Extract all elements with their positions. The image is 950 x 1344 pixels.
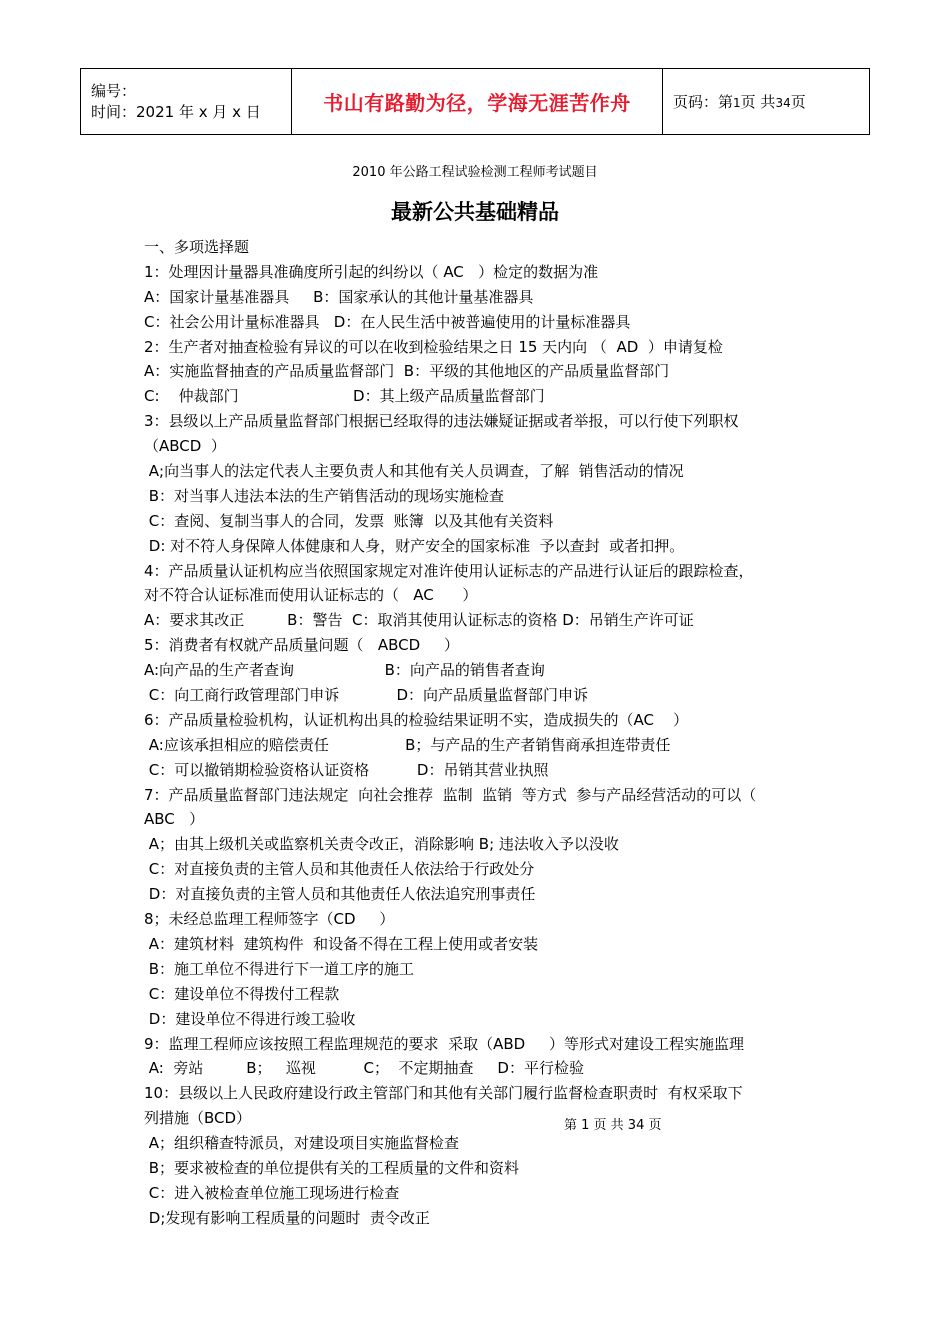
content-line: 10：县级以上人民政府建设行政主管部门和其他有关部门履行监督检查职责时 有权采取下 [144, 1084, 743, 1103]
content-line: B：对当事人违法本法的生产销售活动的现场实施检查 [144, 486, 505, 505]
content-line: 对不符合认证标准而使用认证标志的（ AC ） [144, 586, 478, 605]
content-line: 一、多项选择题 [144, 238, 250, 256]
content-line: A:应该承担相应的赔偿责任 B；与产品的生产者销售商承担连带责任 [144, 735, 671, 754]
page-indicator [663, 69, 870, 135]
content-line: C：建设单位不得拨付工程款 [144, 984, 340, 1003]
page-prefix: 页码：第 [673, 93, 734, 111]
content-line: D;发现有影响工程质量的问题时 责令改正 [144, 1208, 430, 1227]
content-line: B；要求被检查的单位提供有关的工程质量的文件和资料 [144, 1158, 520, 1177]
content-line: A：国家计量基准器具 B：国家承认的其他计量基准器具 [144, 287, 534, 306]
doc-title: 最新公共基础精品 [391, 200, 559, 224]
content-line: C: 仲裁部门 D：其上级产品质量监督部门 [144, 387, 545, 406]
content-line: 3：县级以上产品质量监督部门根据已经取得的违法嫌疑证据或者举报，可以行使下列职权 [144, 412, 739, 431]
content-line: B：施工单位不得进行下一道工序的施工 [144, 959, 415, 978]
header-info-cell [81, 69, 292, 135]
content-line: 7：产品质量监督部门违法规定 向社会推荐 监制 监销 等方式 参与产品经营活动的可以（ [144, 785, 757, 804]
content-line: 6：产品质量检验机构，认证机构出具的检验结果证明不实，造成损失的（AC ） [144, 710, 689, 729]
content-line: ABC ） [144, 810, 205, 829]
content-line: A: 旁站 B； 巡视 C； 不定期抽查 D：平行检验 [144, 1059, 584, 1078]
page-current: 1 [733, 96, 741, 110]
content-line: A：要求其改正 B：警告 C：取消其使用认证标志的资格 D：吊销生产许可证 [144, 611, 694, 630]
number-label: 编号： [91, 81, 137, 100]
content-line: A：建筑材料 建筑构件 和设备不得在工程上使用或者安装 [144, 934, 539, 953]
content-line: 5：消费者有权就产品质量问题（ ABCD ） [144, 636, 460, 655]
page-footer: 第 1 页 共 34 页 [564, 1118, 662, 1133]
content-line: C：对直接负责的主管人员和其他责任人依法给于行政处分 [144, 860, 535, 879]
content-line: C：进入被检查单位施工现场进行检查 [144, 1183, 400, 1202]
content-line: A；组织稽查特派员，对建设项目实施监督检查 [144, 1134, 460, 1153]
content-line: C：社会公用计量标准器具 D：在人民生活中被普遍使用的计量标准器具 [144, 312, 631, 331]
content-line: 列措施（BCD） [144, 1109, 252, 1128]
page-mid: 页 共 [740, 93, 776, 111]
content-line: A;向当事人的法定代表人主要负责人和其他有关人员调查，了解 销售活动的情况 [144, 462, 684, 481]
time-label: 时间：2021 年 x 月 x 日 [91, 102, 261, 121]
content-line: D: 对不符人身保障人体健康和人身，财产安全的国家标准 予以查封 或者扣押。 [144, 536, 685, 555]
doc-subtitle: 2010 年公路工程试验检测工程师考试题目 [352, 165, 598, 180]
content-line: A；由其上级机关或监察机关责令改正，消除影响 B; 违法收入予以没收 [144, 835, 619, 854]
content-line: 8；未经总监理工程师签字（CD ） [144, 910, 395, 929]
content-line: A：实施监督抽查的产品质量监督部门 B：平级的其他地区的产品质量监督部门 [144, 362, 670, 381]
content-line: C：可以撤销期检验资格认证资格 D：吊销其营业执照 [144, 760, 549, 779]
header-table [80, 68, 870, 135]
content-line: C：向工商行政管理部门申诉 D：向产品质量监督部门申诉 [144, 686, 589, 705]
content-line: 4：产品质量认证机构应当依照国家规定对准许使用认证标志的产品进行认证后的跟踪检查， [144, 561, 754, 580]
content-line: （ABCD ） [144, 437, 226, 456]
page-suffix: 页 [790, 93, 806, 111]
content-line: 1：处理因计量器具准确度所引起的纠纷以（ AC ）检定的数据为准 [144, 262, 599, 281]
content-line: A:向产品的生产者查询 B：向产品的销售者查询 [144, 661, 545, 680]
motto: 书山有路勤为径，学海无涯苦作舟 [292, 69, 663, 135]
content-line: D：对直接负责的主管人员和其他责任人依法追究刑事责任 [144, 885, 536, 904]
question-content [144, 235, 834, 1231]
content-line: 2：生产者对抽查检验有异议的可以在收到检验结果之日 15 天内向 （ AD ）申请复检 [144, 337, 723, 356]
content-line: C：查阅、复制当事人的合同，发票 账簿 以及其他有关资料 [144, 511, 554, 530]
content-line: D：建设单位不得进行竣工验收 [144, 1009, 356, 1028]
content-line: 9：监理工程师应该按照工程监理规范的要求 采取（ABD ）等形式对建设工程实施监理 [144, 1034, 745, 1053]
page-total: 34 [775, 96, 791, 110]
